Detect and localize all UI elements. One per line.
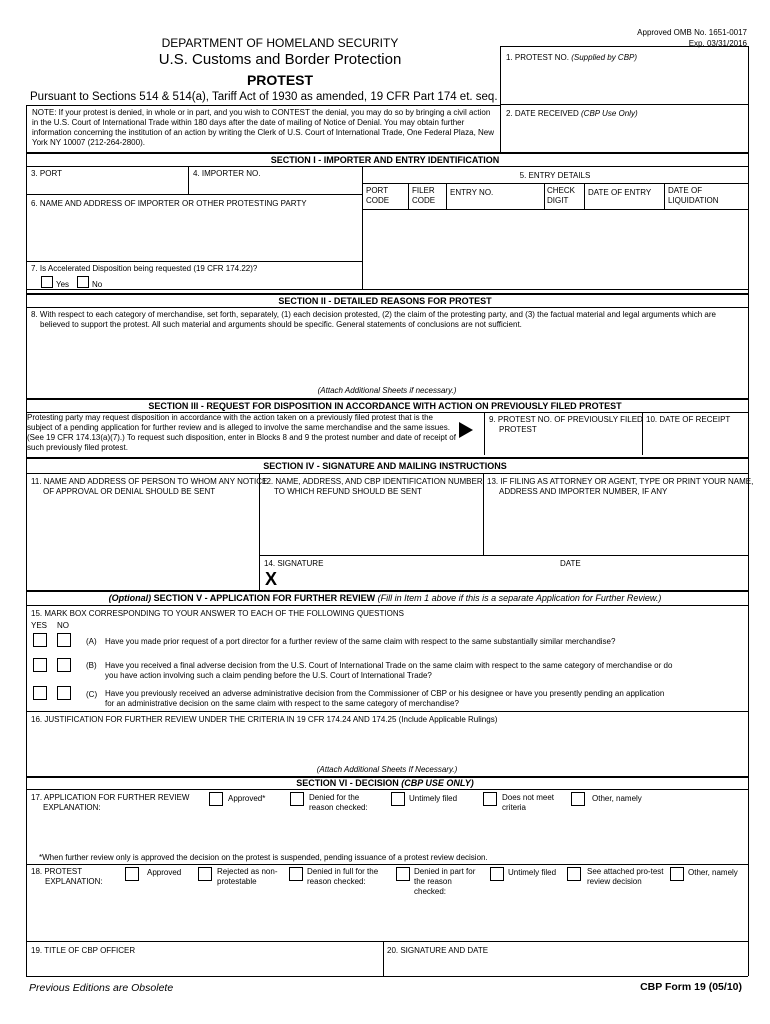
- note-text: NOTE: If your protest is denied, in whole or in part, and you wish to CONTEST the denial, you may do so by bringing a civil action in the U.S. Court of International Trade within 180 days after the date of mailing of Notice of Denial. You may obtain further information concerning the institution of an action by writing the Clerk of U.S. Court of International Trade, One Federal Plaza, New York NY 10007 (212-264-2800).: [32, 108, 495, 147]
- omb-number: Approved OMB No. 1651-0017: [637, 28, 747, 37]
- accelerated-label: 7. Is Accelerated Disposition being requested (19 CFR 174.22)?: [31, 264, 258, 273]
- protest-approved-label: Approved: [147, 868, 182, 877]
- section-3-title: SECTION III - REQUEST FOR DISPOSITION IN ACCORDANCE WITH ACTION ON PREVIOUSLY FILED PROTEST: [148, 401, 622, 411]
- attach-note-5: (Attach Additional Sheets If Necessary.): [316, 765, 458, 774]
- importer-no-field[interactable]: [192, 180, 357, 194]
- protest-rejected-checkbox[interactable]: [198, 867, 212, 881]
- expiration-date: Exp. 03/31/2016: [688, 39, 747, 48]
- protest-approved-checkbox[interactable]: [125, 867, 139, 881]
- date-received-field[interactable]: [501, 120, 747, 150]
- accelerated-no-checkbox[interactable]: [77, 276, 89, 288]
- question-c-letter: (C): [86, 690, 98, 699]
- question-a-letter: (A): [86, 637, 97, 646]
- further-review-other-label: Other, namely: [592, 794, 642, 803]
- officer-signature-field[interactable]: [388, 958, 744, 974]
- accelerated-no-label: No: [92, 280, 103, 289]
- notice-address-field[interactable]: [30, 510, 255, 588]
- protest-other-label: Other, namely: [688, 868, 738, 877]
- question-c-yes-checkbox[interactable]: [33, 686, 47, 700]
- further-review-approved-checkbox[interactable]: [209, 792, 223, 806]
- accelerated-yes-checkbox[interactable]: [41, 276, 53, 288]
- protest-denied-full-label: Denied in full for the reason checked:: [307, 867, 379, 886]
- signature-field[interactable]: [285, 571, 545, 588]
- no-header: NO: [57, 621, 69, 630]
- further-review-explanation-field[interactable]: [32, 817, 744, 849]
- col-date-entry: DATE OF ENTRY: [588, 188, 652, 197]
- protest-untimely-label: Untimely filed: [508, 868, 557, 877]
- agency-title: U.S. Customs and Border Protection: [158, 51, 402, 68]
- port-field[interactable]: [32, 180, 182, 194]
- subtitle: Pursuant to Sections 514 & 514(a), Tariff Act of 1930 as amended, 19 CFR Part 174 et. seq.: [30, 91, 498, 103]
- entry-details-label: 5. ENTRY DETAILS: [519, 171, 591, 180]
- date-received-label: 2. DATE RECEIVED (CBP Use Only): [506, 109, 638, 118]
- question-c-no-checkbox[interactable]: [57, 686, 71, 700]
- protest-no-field[interactable]: [501, 62, 747, 102]
- item-8-text: 8. With respect to each category of merchandise, set forth, separately, (1) each decision protested, (2) the claim of the protesting party, and (3) the factual material and legal arguments which are believed to support the protest. All such material and arguments should be specific. General statements of conclusions are not sufficient.: [31, 310, 716, 329]
- protest-no-label: 1. PROTEST NO. (Supplied by CBP): [506, 53, 638, 62]
- item-16-label: 16. JUSTIFICATION FOR FURTHER REVIEW UNDER THE CRITERIA IN 19 CFR 174.24 AND 174.25 (Include Applicable Rulings): [31, 715, 498, 724]
- refund-address-field[interactable]: [262, 500, 480, 550]
- question-a-text: Have you made prior request of a port director for a further review of the same claim with respect to the same substantially similar merchandise?: [105, 637, 616, 646]
- protest-see-attached-checkbox[interactable]: [567, 867, 581, 881]
- further-review-denied-label: Denied for the reason checked:: [309, 793, 368, 812]
- further-review-criteria-label: Does not meet criteria: [502, 793, 555, 812]
- name-address-label: 6. NAME AND ADDRESS OF IMPORTER OR OTHER PROTESTING PARTY: [31, 199, 307, 208]
- col-port-code: PORT CODE: [366, 186, 390, 205]
- col-entry-no: ENTRY NO.: [450, 188, 494, 197]
- section-2-title: SECTION II - DETAILED REASONS FOR PROTEST: [278, 296, 492, 306]
- section-6-title: SECTION VI - DECISION (CBP USE ONLY): [296, 778, 474, 788]
- attorney-info-field[interactable]: [487, 500, 745, 550]
- section-4-title: SECTION IV - SIGNATURE AND MAILING INSTRUCTIONS: [263, 461, 507, 471]
- signature-label: 14. SIGNATURE: [264, 559, 324, 568]
- protest-other-checkbox[interactable]: [670, 867, 684, 881]
- signature-x-mark: X: [265, 569, 278, 589]
- protest-denied-part-label: Denied in part for the reason checked:: [414, 867, 476, 896]
- further-review-untimely-label: Untimely filed: [409, 794, 458, 803]
- section-1-title: SECTION I - IMPORTER AND ENTRY IDENTIFICATION: [270, 155, 500, 165]
- arrow-right-icon: [459, 422, 473, 438]
- col-date-liquidation: DATE OF LIQUIDATION: [668, 186, 719, 205]
- question-a-no-checkbox[interactable]: [57, 633, 71, 647]
- question-b-no-checkbox[interactable]: [57, 658, 71, 672]
- further-review-criteria-checkbox[interactable]: [483, 792, 497, 806]
- date-label: DATE: [560, 559, 581, 568]
- question-b-letter: (B): [86, 661, 97, 670]
- item-17-label: 17. APPLICATION FOR FURTHER REVIEW EXPLANATION:: [31, 793, 190, 812]
- protest-explanation-field[interactable]: [32, 902, 744, 938]
- yes-header: YES: [31, 621, 48, 630]
- further-review-denied-checkbox[interactable]: [290, 792, 304, 806]
- question-c-text: Have you previously received an adverse administrative decision from the Commissioner of CBP or his designee or have you presently pending an application for an administrative decision on the same claim with respect to the same category of merchandise?: [105, 689, 665, 708]
- date-of-receipt-field[interactable]: [644, 428, 746, 453]
- importer-no-label: 4. IMPORTER NO.: [193, 169, 261, 178]
- protest-see-attached-label: See attached pro-test review decision: [587, 867, 664, 886]
- department-title: DEPARTMENT OF HOMELAND SECURITY: [161, 36, 399, 50]
- protest-rejected-label: Rejected as non-protestable: [217, 867, 278, 886]
- question-b-yes-checkbox[interactable]: [33, 658, 47, 672]
- entry-details-field[interactable]: [364, 211, 746, 287]
- further-review-untimely-checkbox[interactable]: [391, 792, 405, 806]
- form-number: CBP Form 19 (05/10): [640, 981, 742, 993]
- item-20-label: 20. SIGNATURE AND DATE: [387, 946, 489, 955]
- item-15-label: 15. MARK BOX CORRESPONDING TO YOUR ANSWER TO EACH OF THE FOLLOWING QUESTIONS: [31, 609, 404, 618]
- further-review-other-checkbox[interactable]: [571, 792, 585, 806]
- reasons-field[interactable]: [32, 334, 744, 382]
- protest-untimely-checkbox[interactable]: [490, 867, 504, 881]
- name-address-field[interactable]: [32, 212, 357, 258]
- page-title: PROTEST: [246, 72, 314, 88]
- item-10-label: 10. DATE OF RECEIPT: [646, 415, 731, 424]
- port-label: 3. PORT: [31, 169, 62, 178]
- footnote-text: *When further review only is approved the decision on the protest is suspended, pending issuance of a protest review decision.: [39, 853, 488, 862]
- officer-title-field[interactable]: [32, 958, 378, 974]
- item-13-label: 13. IF FILING AS ATTORNEY OR AGENT, TYPE OR PRINT YOUR NAME, ADDRESS AND IMPORTER NUMBER, IF ANY: [487, 477, 754, 496]
- obsolete-note: Previous Editions are Obsolete: [29, 982, 174, 994]
- item-11-label: 11. NAME AND ADDRESS OF PERSON TO WHOM ANY NOTICE OF APPROVAL OR DENIAL SHOULD BE SENT: [31, 477, 268, 496]
- item-12-label: 12. NAME, ADDRESS, AND CBP IDENTIFICATION NUMBER TO WHICH REFUND SHOULD BE SENT: [262, 477, 483, 496]
- protest-denied-full-checkbox[interactable]: [289, 867, 303, 881]
- item-18-label: 18. PROTEST EXPLANATION:: [31, 867, 103, 886]
- accelerated-yes-label: Yes: [56, 280, 70, 289]
- justification-field[interactable]: [32, 727, 744, 759]
- col-filer-code: FILER CODE: [412, 186, 436, 205]
- protest-denied-part-checkbox[interactable]: [396, 867, 410, 881]
- signature-date-field[interactable]: [560, 571, 745, 588]
- question-b-text: Have you received a final adverse decision from the U.S. Court of International Trade on the same claim with respect to the same category of merchandise or do you have action involving such a claim pending before the U.S. Court of International Trade?: [105, 661, 673, 680]
- section-3-text: Protesting party may request disposition in accordance with the action taken on a previously filed protest that is the subject of a pending application for further review and is alleged to involve the same merchandise and the same issues. (See 19 CFR 174.13(a)(7).) To request such disposition, enter in Blocks 8 and 9 the protest number and date of receipt of such previously filed protest.: [27, 413, 456, 452]
- section-5-title: (Optional) SECTION V - APPLICATION FOR FURTHER REVIEW (Fill in Item 1 above if this is a separate Application for Further Review.): [108, 593, 662, 603]
- attach-note-2: (Attach Additional Sheets if necessary.): [317, 386, 457, 395]
- item-9-label: 9. PROTEST NO. OF PREVIOUSLY FILED PROTEST: [489, 415, 643, 434]
- question-a-yes-checkbox[interactable]: [33, 633, 47, 647]
- further-review-approved-label: Approved*: [228, 794, 266, 803]
- prev-protest-no-field[interactable]: [486, 438, 640, 453]
- item-19-label: 19. TITLE OF CBP OFFICER: [31, 946, 136, 955]
- col-check-digit: CHECK DIGIT: [547, 186, 576, 205]
